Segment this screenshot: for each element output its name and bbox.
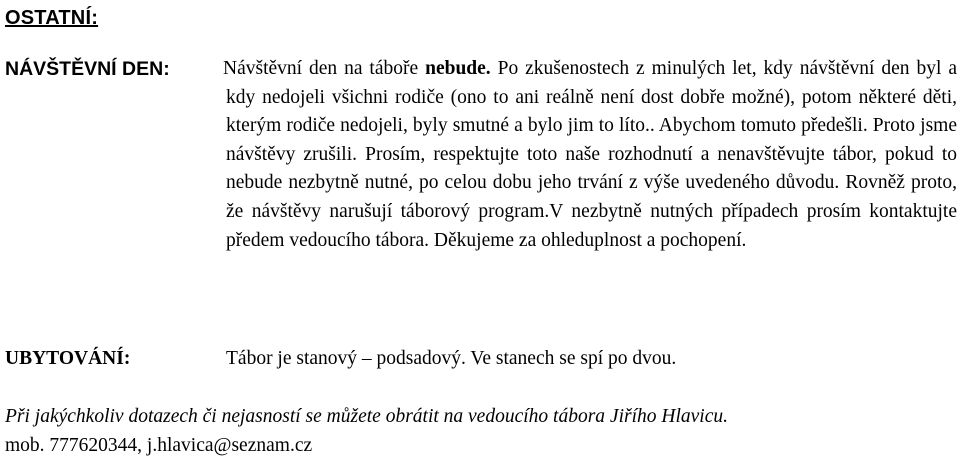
- visit-day-text: Po zkušenostech z minulých let, kdy návštěvní den byl a kdy nedojeli všichni rodiče (ono to ani reálně není dost dobře možné), potom některé děti, kterým rodiče nedojeli, byly smutné a bylo jim to líto.. Abychom tomuto předešli. Proto jsme návštěvy zrušili. Prosím, respektujte toto naše rozhodnutí a nenavštěvujte tábor, pokud to nebude nezbytně nutné, po celou dobu jeho trvání z výše uvedeného důvodu. Rovněž proto, že návštěvy narušují táborový program.V nezbytně nutných případech prosím kontaktujte předem vedoucího tábora. Děkujeme za ohleduplnost a pochopení.: [226, 58, 957, 251]
- section-heading: OSTATNÍ:: [5, 7, 99, 29]
- visit-day-paragraph: [223, 55, 957, 255]
- visit-day-emphasis: nebude.: [425, 58, 491, 79]
- contact-mobile: mob. 777620344, j.hlavica@seznam.cz: [5, 435, 313, 456]
- lodging-text: Tábor je stanový – podsadový. Ve stanech se spí po dvou.: [226, 348, 677, 369]
- contact-block: [5, 402, 955, 460]
- visit-day-lead: Návštěvní den na táboře: [223, 58, 426, 79]
- visit-day-label: NÁVŠTĚVNÍ DEN:: [5, 58, 170, 80]
- contact-question: Při jakýchkoliv dotazech či nejasností se můžete obrátit na vedoucího tábora Jiřího Hlavicu.: [5, 406, 728, 427]
- lodging-label: UBYTOVÁNÍ:: [5, 348, 131, 369]
